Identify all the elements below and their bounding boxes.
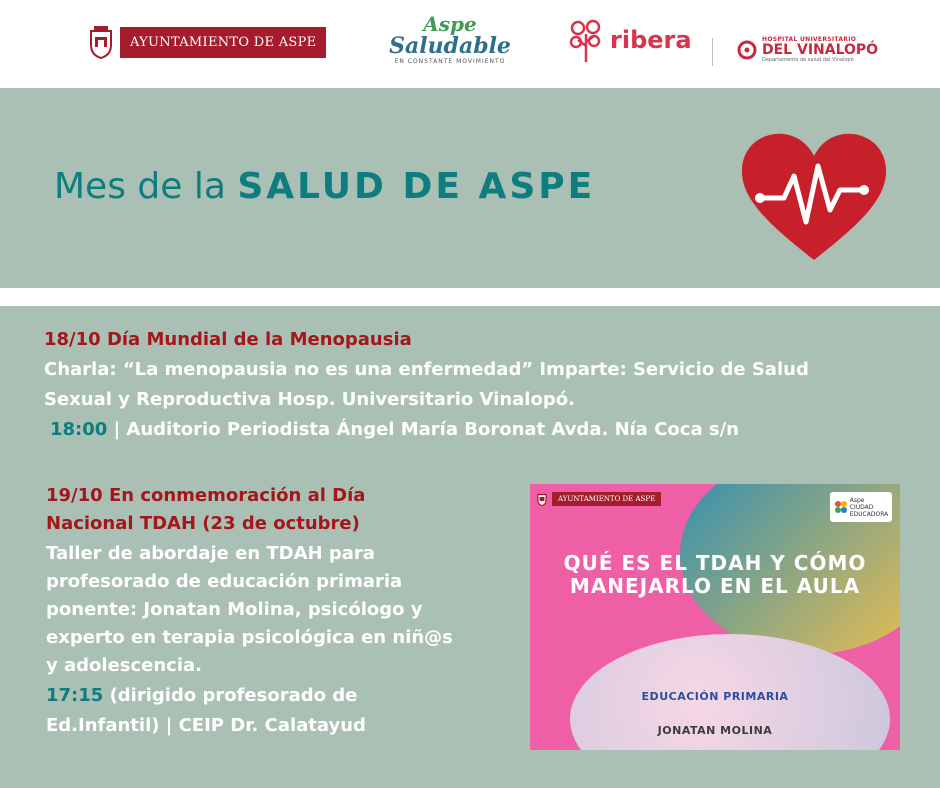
event2-heading2: Nacional TDAH (23 de octubre) xyxy=(46,513,360,534)
event2-schedule xyxy=(46,682,357,710)
event2-place: Ed.Infantil) | CEIP Dr. Calatayud xyxy=(46,715,366,736)
heart-pulse-icon xyxy=(738,132,890,262)
badge-line3: EDUCADORA xyxy=(849,510,889,518)
poster-title xyxy=(530,552,900,598)
badge-line1: Aspe xyxy=(849,496,865,504)
logo-divider xyxy=(712,38,713,66)
title-banner xyxy=(0,88,940,288)
hospital-line1: HOSPITAL UNIVERSITARIO xyxy=(762,36,857,43)
event1-line2: Sexual y Reproductiva Hosp. Universitario Vinalopó. xyxy=(44,389,575,410)
saludable-top: Aspe xyxy=(423,12,477,36)
ciudad-educadora-badge xyxy=(830,492,892,522)
page-title xyxy=(54,166,595,207)
ribera-logo xyxy=(566,18,692,62)
title-bold: SALUD DE ASPE xyxy=(237,166,596,207)
badge-line2: CIUDAD xyxy=(849,503,874,511)
poster-crest-icon xyxy=(536,492,548,506)
poster-title-line1: QUÉ ES EL TDAH Y CÓMO xyxy=(563,551,867,575)
poster-speaker: JONATAN MOLINA xyxy=(657,724,773,737)
event1-schedule xyxy=(50,416,739,444)
poster-ayuntamiento-logo xyxy=(536,492,661,506)
saludable-main: Saludable xyxy=(389,33,511,59)
ayuntamiento-logo xyxy=(88,25,326,59)
event2-time: 17:15 xyxy=(46,685,104,706)
crest-icon xyxy=(88,25,114,59)
event1-line1: Charla: “La menopausia no es una enfermedad” Imparte: Servicio de Salud xyxy=(44,359,809,380)
event1-heading: 18/10 Día Mundial de la Menopausia xyxy=(44,329,412,350)
hospital-ring-icon xyxy=(736,39,758,61)
hospital-line3: Departamento de salud del Vinalopó xyxy=(762,57,854,63)
event1-time: 18:00 xyxy=(50,419,108,440)
event2-line1: Taller de abordaje en TDAH para xyxy=(46,543,375,564)
tdah-poster xyxy=(530,484,900,750)
event2-line3: ponente: Jonatan Molina, psicólogo y xyxy=(46,599,423,620)
ayuntamiento-label: AYUNTAMIENTO DE ASPE xyxy=(120,27,326,58)
title-light: Mes de la xyxy=(54,166,238,207)
event2-line2: profesorado de educación primaria xyxy=(46,571,403,592)
poster-subtitle: EDUCACIÓN PRIMARIA xyxy=(641,690,789,703)
event2-line5: y adolescencia. xyxy=(46,655,203,676)
event2-heading1: 19/10 En conmemoración al Día xyxy=(46,485,366,506)
events-panel xyxy=(0,306,940,788)
poster-ayuntamiento-label: AYUNTAMIENTO DE ASPE xyxy=(552,492,661,506)
event1-place: | Auditorio Periodista Ángel María Boronat Avda. Nía Coca s/n xyxy=(107,419,739,440)
poster-title-line2: MANEJARLO EN EL AULA xyxy=(569,574,861,598)
event2-line4: experto en terapia psicológica en niñ@s xyxy=(46,627,453,648)
hospital-line2: DEL VINALOPÓ xyxy=(762,42,879,58)
aspe-saludable-logo xyxy=(380,14,520,76)
ribera-label: ribera xyxy=(610,26,692,54)
hospital-logo xyxy=(736,36,878,63)
ribera-tree-icon xyxy=(566,18,606,62)
logo-header xyxy=(0,0,940,88)
saludable-sub: EN CONSTANTE MOVIMIENTO xyxy=(394,58,506,65)
event2-note: (dirigido profesorado de xyxy=(103,685,358,706)
hand-icon xyxy=(834,500,848,514)
